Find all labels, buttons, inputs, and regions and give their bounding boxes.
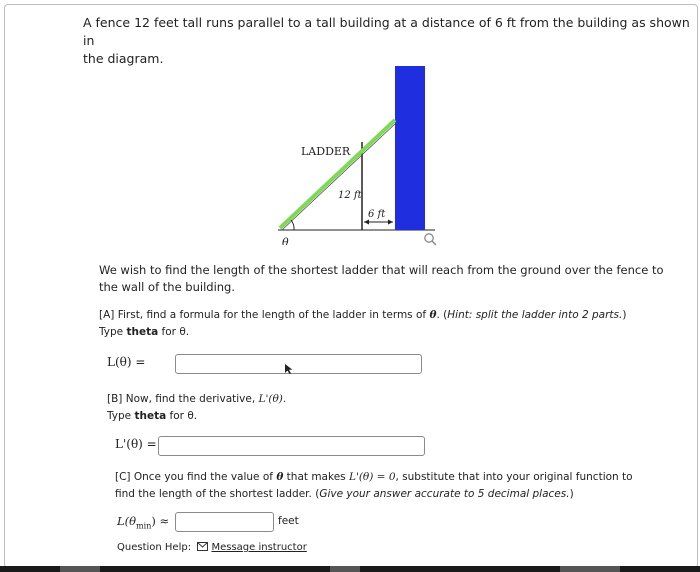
task-description xyxy=(99,262,664,296)
zoom-icon[interactable] xyxy=(423,232,437,246)
part-a-line-2: Type theta for θ. xyxy=(99,326,190,338)
ladder-diagram xyxy=(260,60,450,245)
part-b-line-1: [B] Now, find the derivative, L'(θ). xyxy=(107,393,287,405)
part-b-prompt xyxy=(107,391,286,425)
distance-label: 6 ft xyxy=(368,209,386,220)
part-c-line-1: [C] Once you find the value of θ that makes L'(θ) = 0, substitute that into your original function to xyxy=(115,471,633,483)
fence-label: 12 ft xyxy=(338,190,362,201)
part-a-label: L(θ) = xyxy=(107,355,146,369)
part-c-label: $L(\theta_{min})$ ≈ xyxy=(117,514,170,531)
envelope-icon xyxy=(197,542,208,551)
building xyxy=(395,66,425,230)
part-c-line-2: find the length of the shortest ladder. (Give your answer accurate to 5 decimal places.) xyxy=(115,488,574,500)
part-a-answer-input[interactable] xyxy=(175,354,422,374)
intro-line-2: the diagram. xyxy=(83,51,164,66)
part-c-prompt xyxy=(115,469,633,503)
part-b-label: L'(θ) = xyxy=(115,437,157,451)
task-line-1: We wish to find the length of the shortest ladder that will reach from the ground over the fence to xyxy=(99,263,664,277)
ladder-label: LADDER xyxy=(301,145,351,158)
cursor-icon xyxy=(284,363,294,375)
bottom-bar xyxy=(0,566,700,572)
intro-line-1: A fence 12 feet tall runs parallel to a tall building at a distance of 6 ft from the building as shown in xyxy=(83,15,690,48)
part-a-prompt xyxy=(99,307,626,341)
part-c-unit: feet xyxy=(278,515,299,527)
part-b-line-2: Type theta for θ. xyxy=(107,410,198,422)
part-a-line-1: [A] First, find a formula for the length of the ladder in terms of θ. (Hint: split the ladder into 2 parts.) xyxy=(99,309,627,321)
task-line-2: the wall of the building. xyxy=(99,280,236,294)
part-b-answer-input[interactable] xyxy=(158,436,425,456)
question-help: Question Help: Message instructor xyxy=(117,542,307,553)
part-c-answer-input[interactable] xyxy=(175,512,274,532)
message-instructor-link[interactable]: Message instructor xyxy=(211,542,307,553)
angle-label: θ xyxy=(282,236,289,245)
